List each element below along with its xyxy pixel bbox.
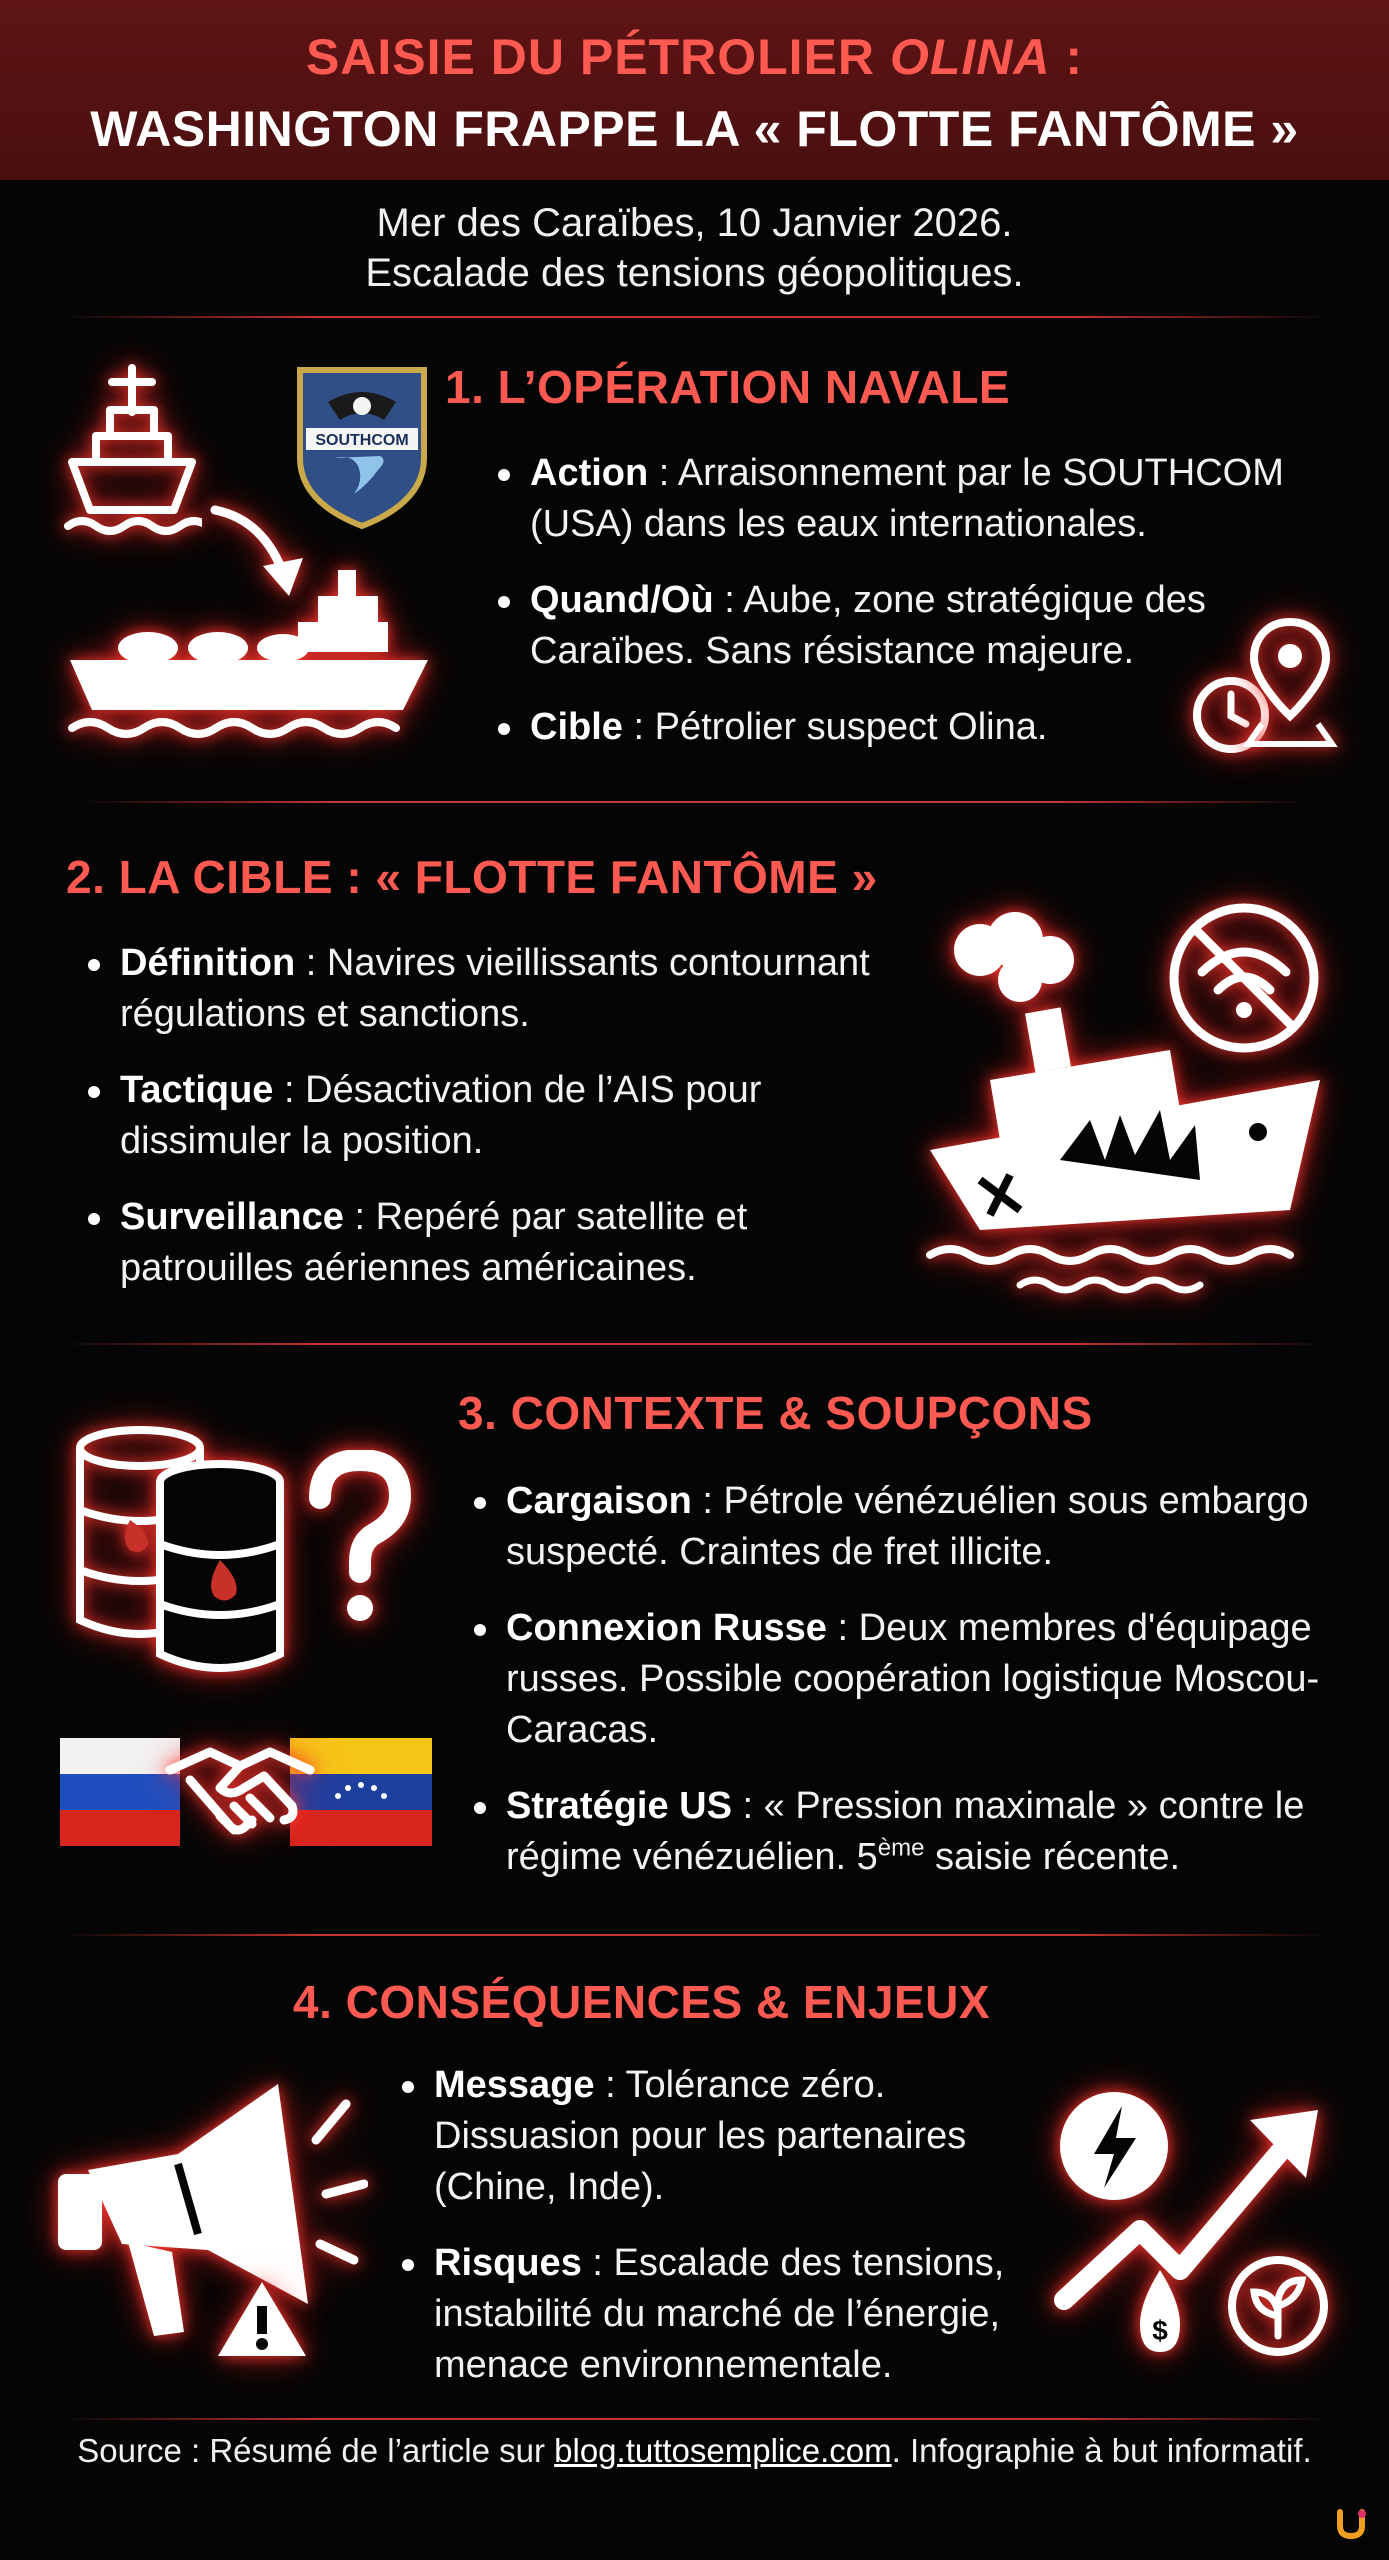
section1-title: 1. L’OPÉRATION NAVALE [445,361,1011,413]
section3-title: 3. CONTEXTE & SOUPÇONS [458,1387,1093,1439]
list-item: Risques : Escalade des tensions, instabilité du marché de l’énergie, menace environnementale. [398,2238,1058,2391]
energy-market-cluster [1050,2080,1340,2370]
oil-barrels-icon [70,1420,290,1680]
intro [0,198,1389,298]
warship-icon [62,360,202,540]
section4-title: 4. CONSÉQUENCES & ENJEUX [293,1976,991,2028]
page-title: SAISIE DU PÉTROLIER OLINA : [305,29,1084,85]
warning-icon [212,2276,312,2362]
list-item: Quand/Où : Aube, zone stratégique des Caraïbes. Sans résistance majeure. [494,575,1344,677]
source-footer: Source : Résumé de l’article sur blog.tuttosemplice.com. Infographie à but informatif. [77,2432,1312,2469]
no-signal-icon [1164,898,1324,1058]
divider [60,316,1329,318]
divider [80,801,1309,803]
southcom-badge-icon [292,362,432,532]
list-item: Tactique : Désactivation de l’AIS pour dissimuler la position. [84,1065,874,1167]
list-item: Définition : Navires vieillissants contournant régulations et sanctions. [84,938,874,1040]
source-link[interactable]: blog.tuttosemplice.com [554,2432,892,2469]
question-mark-icon [300,1450,420,1630]
list-item: Connexion Russe : Deux membres d'équipage russes. Possible coopération logistique Moscou-Caracas. [470,1603,1350,1756]
section2-title: 2. LA CIBLE : « FLOTTE FANTÔME » [66,851,878,903]
vessel-name: OLINA [889,29,1051,85]
list-item: Action : Arraisonnement par le SOUTHCOM (USA) dans les eaux internationales. [494,448,1344,550]
section3-list [470,1476,1350,1908]
divider [60,1343,1329,1345]
header-banner [0,0,1389,180]
list-item: Cargaison : Pétrole vénézuélien sous embargo suspecté. Craintes de fret illicite. [470,1476,1350,1578]
tanker-icon [68,560,438,740]
handshake-icon [160,1730,320,1860]
list-item: Cible : Pétrolier suspect Olina. [494,702,1344,753]
lightning-icon [1060,2092,1168,2200]
brand-logo-icon [1334,2506,1368,2540]
intro-context: Escalade des tensions géopolitiques. [365,251,1024,295]
plant-icon [1232,2260,1324,2352]
intro-dateline: Mer des Caraïbes, 10 Janvier 2026. [376,201,1013,245]
list-item: Message : Tolérance zéro. Dissuasion pour les partenaires (Chine, Inde). [398,2060,1058,2213]
list-item: Stratégie US : « Pression maximale » contre le régime vénézuélien. 5ème saisie récente. [470,1781,1350,1883]
badge-label: SOUTHCOM [315,432,409,449]
svg-text:$: $ [1152,2315,1168,2346]
divider [60,1934,1329,1936]
section4-list [398,2060,1058,2416]
page-subtitle: WASHINGTON FRAPPE LA « FLOTTE FANTÔME » [90,101,1299,157]
list-item: Surveillance : Repéré par satellite et patrouilles aériennes américaines. [84,1192,874,1294]
dollar-drop-icon [1140,2270,1180,2352]
divider [60,2418,1329,2420]
section2-list [84,938,874,1319]
location-pin-icon [1240,612,1340,752]
